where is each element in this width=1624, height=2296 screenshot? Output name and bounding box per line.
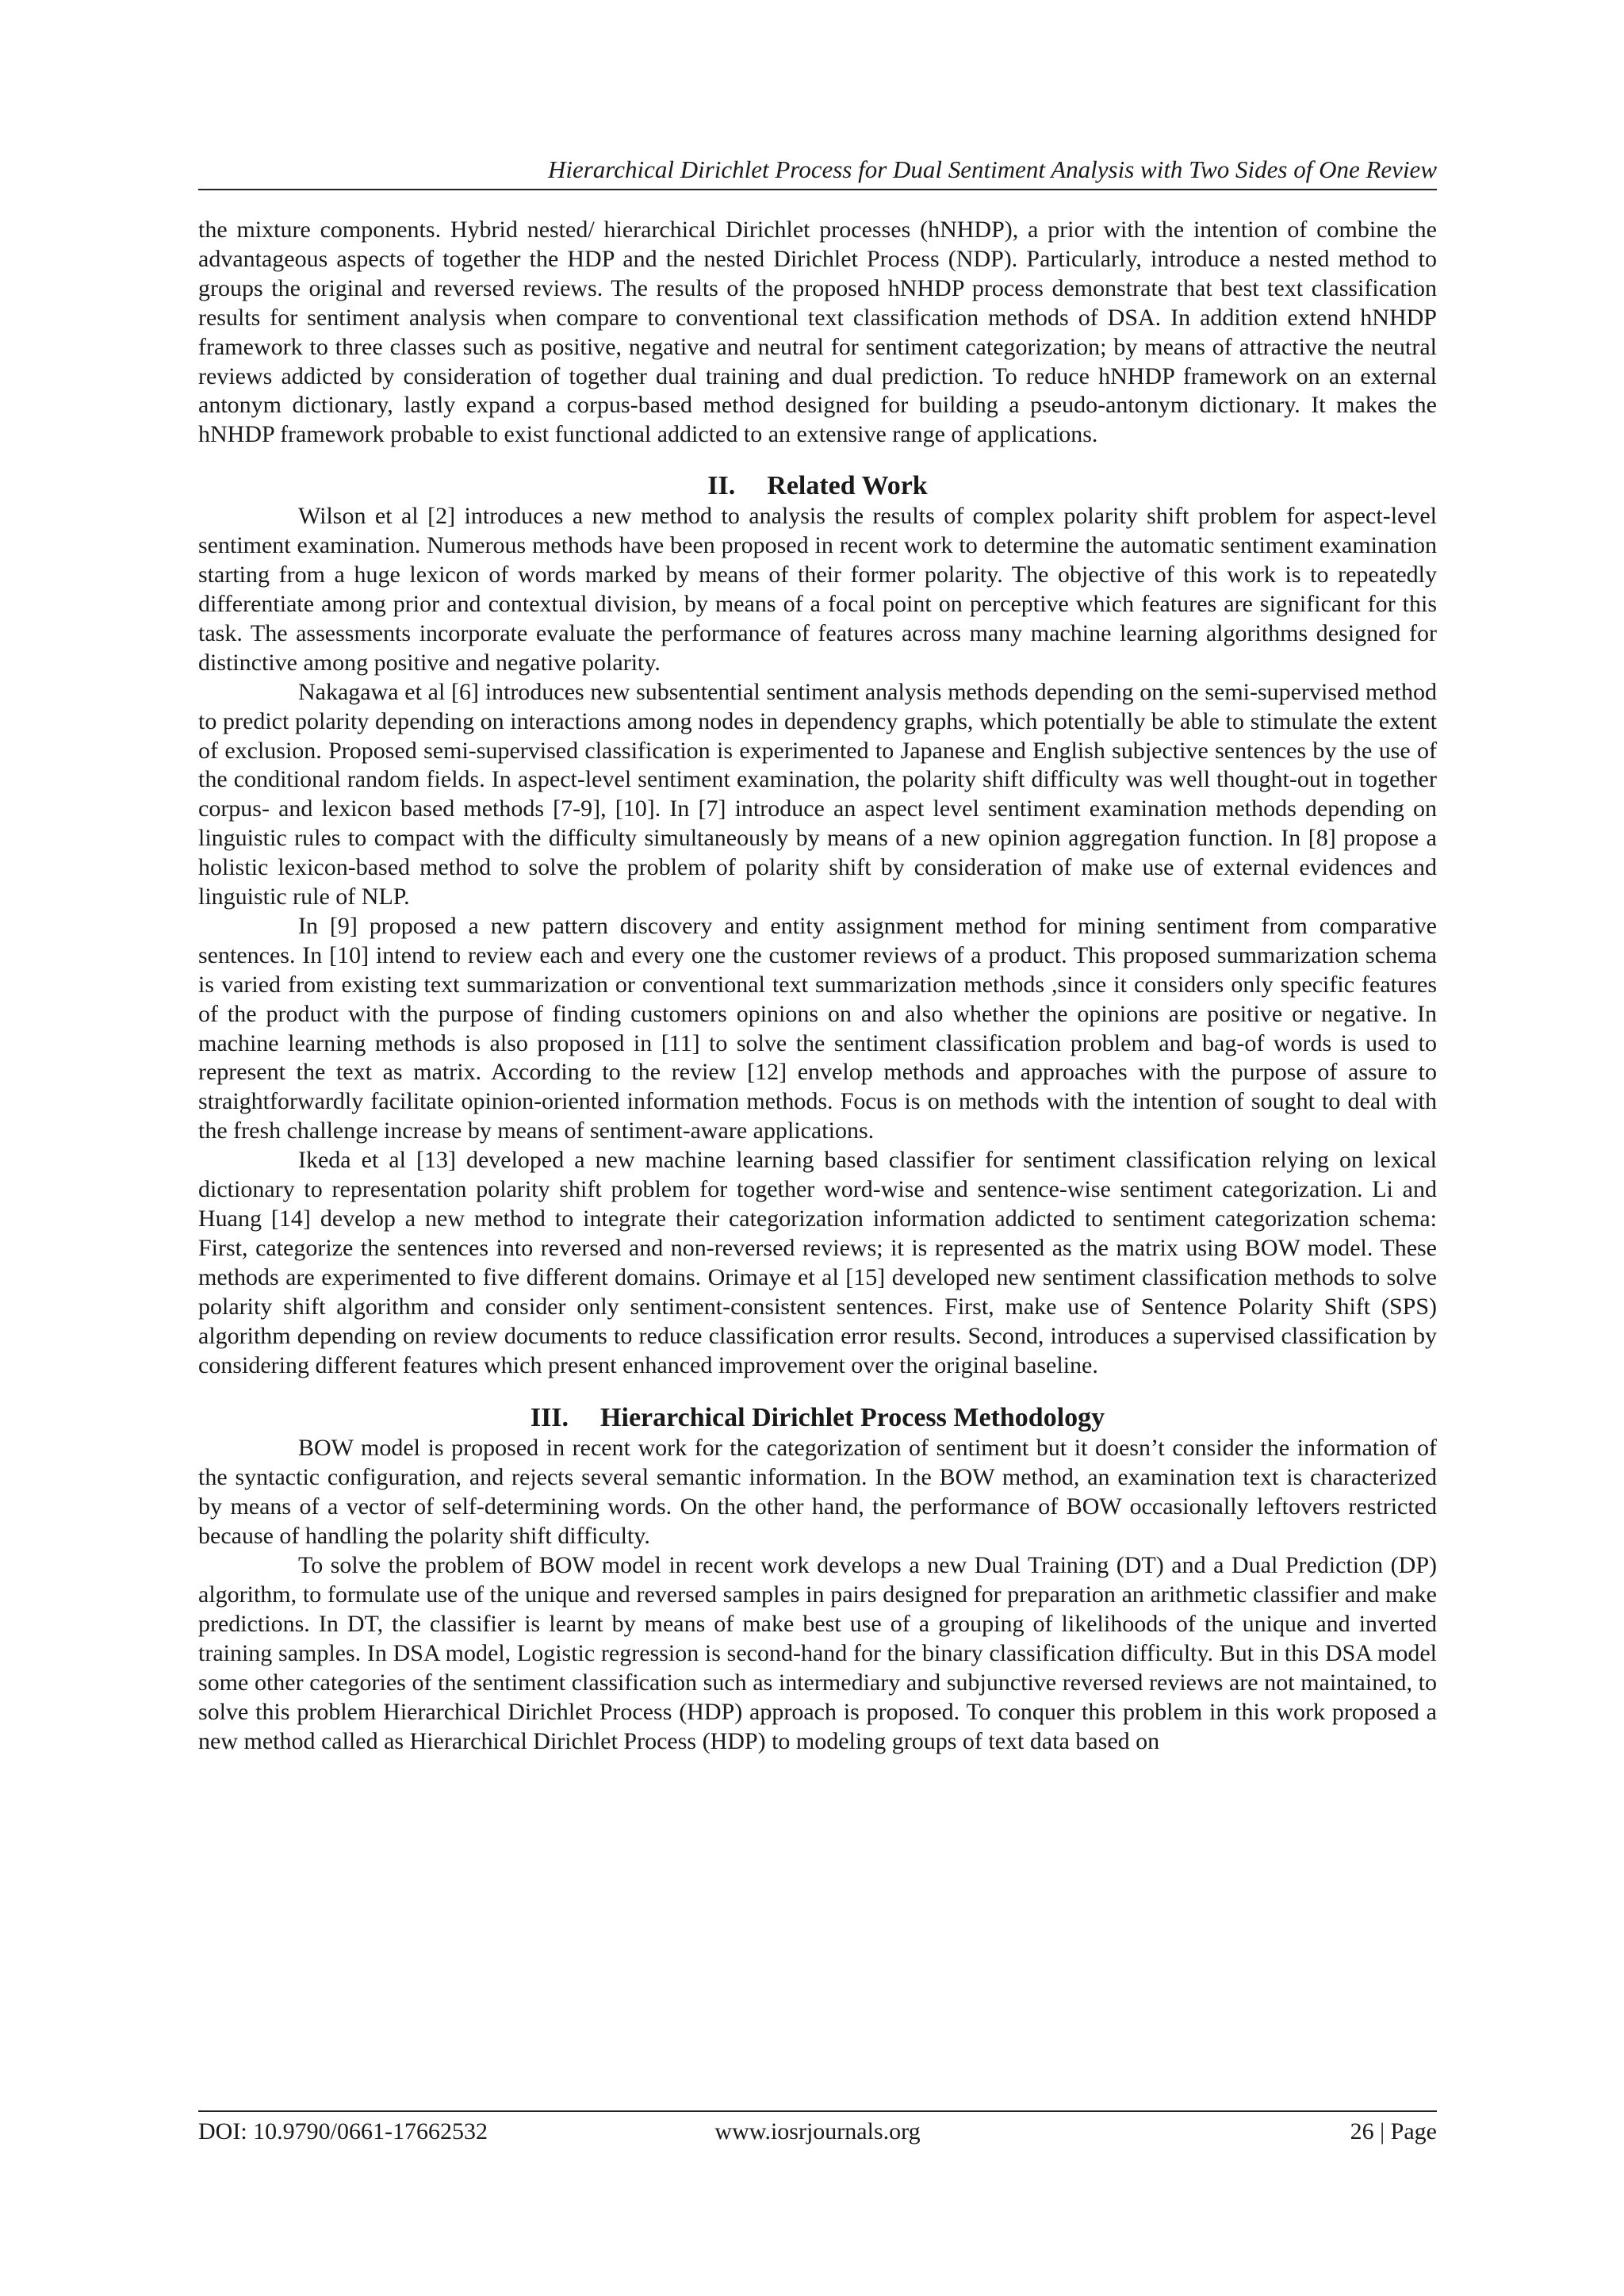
section-number: II. <box>707 471 736 501</box>
footer-page-number: 26 | Page <box>1350 2118 1437 2145</box>
section-heading-related-work <box>198 470 1437 502</box>
footer-website-link[interactable]: www.iosrjournals.org <box>714 2118 921 2145</box>
methodology-paragraph: BOW model is proposed in recent work for the categorization of sentiment but it doesn’t consider the information of the syntactic configuration, and rejects several semantic information. In the BOW method, an examination text is characterized by means of a vector of self-determining words. On the other hand, the performance of BOW occasionally leftovers restricted because of handling the polarity shift difficulty. <box>198 1435 1437 1550</box>
related-work-paragraph: Ikeda et al [13] developed a new machine learning based classifier for sentiment classification relying on lexical dictionary to representation polarity shift problem for together word-wise and sentence-wise sentiment categorization. Li and Huang [14] develop a new method to integrate their categorization information addicted to sentiment categorization schema: First, categorize the sentences into reversed and non-reversed reviews; it is represented as the matrix using BOW model. These methods are experimented to five different domains. Orimaye et al [15] developed new sentiment classification methods to solve polarity shift algorithm and consider only sentiment-consistent sentences. First, make use of Sentence Polarity Shift (SPS) algorithm depending on review documents to reduce classification error results. Second, introduces a supervised classification by considering different features which present enhanced improvement over the original baseline. <box>198 1147 1437 1378</box>
related-work-paragraph: Wilson et al [2] introduces a new method to analysis the results of complex polarity shift problem for aspect-level sentiment examination. Numerous methods have been proposed in recent work to determine the automatic sentiment examination starting from a huge lexicon of words marked by means of their former polarity. The objective of this work is to repeatedly differentiate among prior and contextual division, by means of a focal point on perceptive which features are significant for this task. The assessments incorporate evaluate the performance of features across many machine learning algorithms designed for distinctive among positive and negative polarity. <box>198 503 1437 676</box>
article-body <box>198 216 1437 1756</box>
related-work-paragraph: In [9] proposed a new pattern discovery and entity assignment method for mining sentiment from comparative sentences. In [10] intend to review each and every one the customer reviews of a product. This proposed summarization schema is varied from existing text summarization or conventional text summarization methods ,since it considers only specific features of the product with the purpose of finding customers opinions on and also whether the opinions are positive or negative. In machine learning methods is also proposed in [11] to solve the sentiment classification problem and bag-of words is used to represent the text as matrix. According to the review [12] envelop methods and approaches with the purpose of assure to straightforwardly facilitate opinion-oriented information methods. Focus is on methods with the intention of sought to deal with the fresh challenge increase by means of sentiment-aware applications. <box>198 912 1437 1144</box>
section-title: Related Work <box>767 471 928 501</box>
running-header <box>198 155 1437 190</box>
section-title: Hierarchical Dirichlet Process Methodology <box>600 1403 1105 1433</box>
section-number: III. <box>530 1403 569 1433</box>
section-heading-methodology <box>198 1402 1437 1434</box>
intro-continuation-paragraph: the mixture components. Hybrid nested/ hierarchical Dirichlet processes (hNHDP), a prior with the intention of combine the advantageous aspects of together the HDP and the nested Dirichlet Process (NDP). Particularly, introduce a nested method to groups the original and reversed reviews. The results of the proposed hNHDP process demonstrate that best text classification results for sentiment analysis when compare to conventional text classification methods of DSA. In addition extend hNHDP framework to three classes such as positive, negative and neutral for sentiment categorization; by means of attractive the neutral reviews addicted by consideration of together dual training and dual prediction. To reduce hNHDP framework on an external antonym dictionary, lastly expand a corpus-based method designed for building a pseudo-antonym dictionary. It makes the hNHDP framework probable to exist functional addicted to an extensive range of applications. <box>198 217 1437 448</box>
methodology-paragraph: To solve the problem of BOW model in recent work develops a new Dual Training (DT) and a Dual Prediction (DP) algorithm, to formulate use of the unique and reversed samples in pairs designed for preparation an arithmetic classifier and make predictions. In DT, the classifier is learnt by means of make best use of a grouping of likelihoods of the unique and inverted training samples. In DSA model, Logistic regression is second-hand for the binary classification difficulty. But in this DSA model some other categories of the sentiment classification such as intermediary and subjunctive reversed reviews are not maintained, to solve this problem Hierarchical Dirichlet Process (HDP) approach is proposed. To conquer this problem in this work proposed a new method called as Hierarchical Dirichlet Process (HDP) to modeling groups of text data based on <box>198 1552 1437 1754</box>
page-footer <box>198 2110 1437 2147</box>
running-title: Hierarchical Dirichlet Process for Dual Sentiment Analysis with Two Sides of One Review <box>547 155 1437 183</box>
related-work-paragraph: Nakagawa et al [6] introduces new subsentential sentiment analysis methods depending on the semi-supervised method to predict polarity depending on interactions among nodes in dependency graphs, which potentially be able to stimulate the extent of exclusion. Proposed semi-supervised classification is experimented to Japanese and English subjective sentences by the use of the conditional random fields. In aspect-level sentiment examination, the polarity shift difficulty was well thought-out in together corpus- and lexicon based methods [7-9], [10]. In [7] introduce an aspect level sentiment examination methods depending on linguistic rules to compact with the difficulty simultaneously by means of a new opinion aggregation function. In [8] propose a holistic lexicon-based method to solve the problem of polarity shift by consideration of make use of external evidences and linguistic rule of NLP. <box>198 678 1437 910</box>
footer-doi: DOI: 10.9790/0661-17662532 <box>198 2118 488 2145</box>
